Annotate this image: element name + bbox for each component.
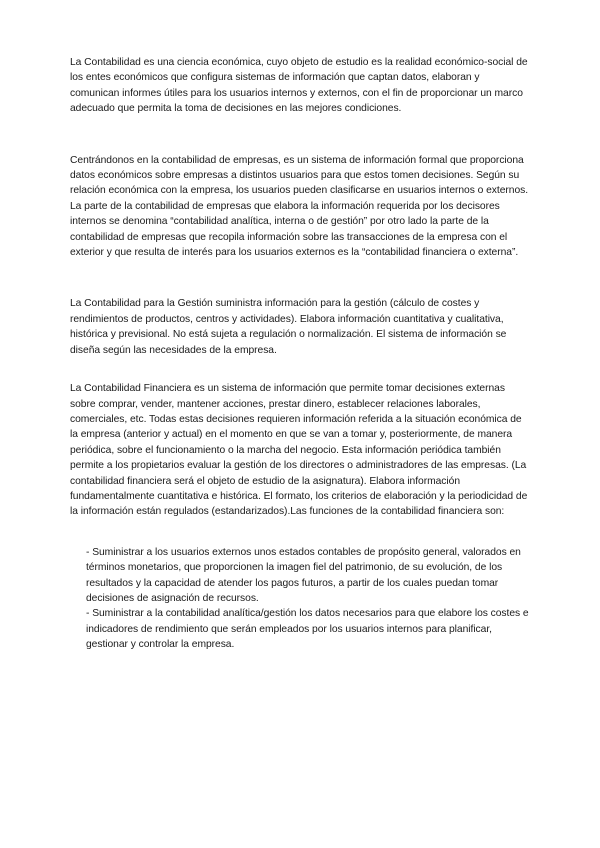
financial-accounting-functions-list — [70, 545, 530, 653]
paragraph-management-accounting: La Contabilidad para la Gestión suministra información para la gestión (cálculo de costes y rendimientos de productos, centros y actividades). Elabora información cuantitativa y cualitativa, histórica y previsional. No está sujeta a regulación o normalización. El sistema de información se diseña según las necesidades de la empresa. — [70, 298, 507, 356]
list-item: - Suministrar a los usuarios externos unos estados contables de propósito general, valorados en términos monetarios, que proporcionen la imagen fiel del patrimonio, de su evolución, de los resultados y la capacidad de atender los pagos futuros, a partir de los cuales puedan tomar decisiones de asignación de recursos. — [86, 546, 521, 604]
paragraph-financial-accounting: La Contabilidad Financiera es un sistema de información que permite tomar decisiones externas sobre comprar, vender, mantener acciones, prestar dinero, establecer relaciones laborales, comerciales, etc. Todas estas decisiones requieren información referida a la situación económica de la empresa (anterior y actual) en el momento en que se van a tomar y, posteriormente, de manera periódica, sobre el funcionamiento o la marcha del negocio. Esta información periódica también permite a los propietarios evaluar la gestión de los directores o administradores de las empresas. (La contabilidad financiera será el objeto de estudio de la asignatura). Elabora información fundamentalmente cuantitativa e histórica. El formato, los criterios de elaboración y la periodicidad de la información están regulados (estandarizados).Las funciones de la contabilidad financiera son: — [70, 383, 528, 518]
list-item: - Suministrar a la contabilidad analítica/gestión los datos necesarios para que elabore los costes e indicadores de rendimiento que serán empleados por los usuarios internos para planificar, gestionar y controlar la empresa. — [86, 608, 529, 651]
paragraph-accounting-definition: La Contabilidad es una ciencia económica, cuyo objeto de estudio es la realidad económico-social de los entes económicos que configura sistemas de información que captan datos, elaboran y comunican informes útiles para los usuarios internos y externos, con el fin de proporcionar un marco adecuado que permita la toma de decisiones en las mejores condiciones. — [70, 57, 528, 115]
paragraph-business-accounting: Centrándonos en la contabilidad de empresas, es un sistema de información formal que proporciona datos económicos sobre empresas a distintos usuarios para que estos tomen decisiones. Según su relación económica con la empresa, los usuarios pueden clasificarse en usuarios internos o externos. La parte de la contabilidad de empresas que elabora la información requerida por los decisores internos se denomina “contabilidad analítica, interna o de gestión” por otro lado la parte de la contabilidad de empresas que recopila información sobre las transacciones de la empresa con el exterior y que resulta de interés para los usuarios externos es la “contabilidad financiera o externa”. — [70, 154, 529, 259]
